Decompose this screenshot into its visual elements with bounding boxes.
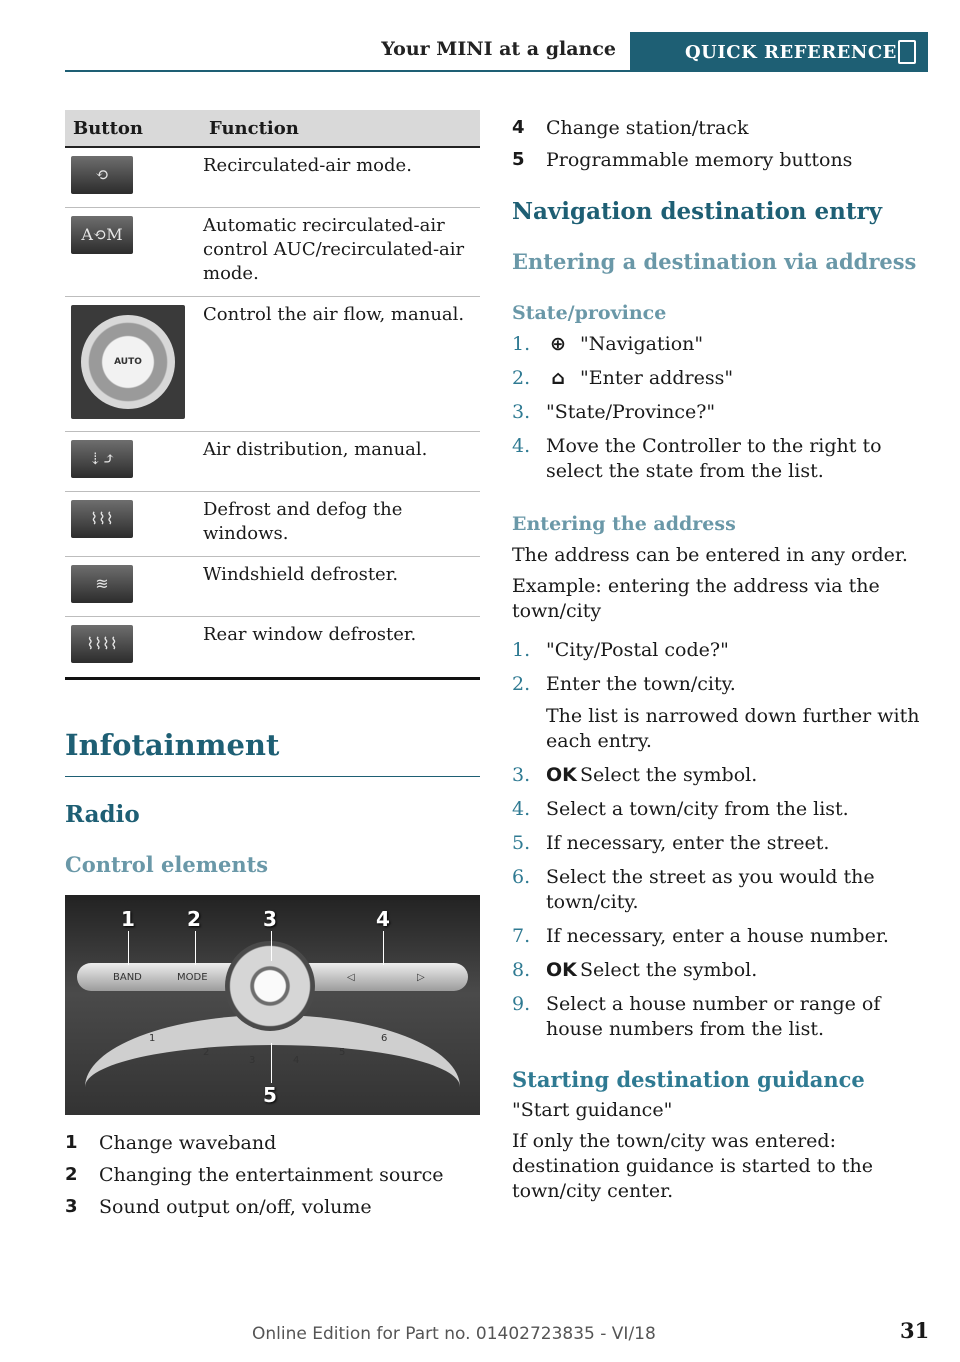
list-item: 4 Change station/track [512, 117, 749, 139]
radio-legend-continued [512, 112, 932, 176]
table-row [65, 207, 480, 296]
left-column [65, 110, 480, 1223]
function-text: Automatic recirculated-air control AUC/recirculated-air mode. [201, 207, 480, 296]
callout-number: 3 [263, 906, 277, 931]
list-item: 2. Enter the town/city. The list is narrowed down further with each entry. [512, 673, 920, 752]
address-intro: The address can be entered in any order. [512, 544, 908, 566]
radio-controls-photo [65, 895, 480, 1115]
page-header [65, 32, 928, 72]
quick-reference-label: QUICK REFERENCE [685, 41, 897, 63]
callout-number: 5 [263, 1082, 277, 1107]
list-item: 1. "City/Postal code?" [512, 639, 729, 661]
volume-knob [225, 941, 315, 1031]
function-text: Control the air flow, manual. [201, 296, 480, 431]
table-row [65, 491, 480, 556]
list-item: 1. ⊕ "Navigation" [512, 333, 704, 355]
dial-auto-label: AUTO [81, 315, 175, 409]
guidance-text: If only the town/city was entered: destination guidance is started to the town/city center. [512, 1130, 873, 1202]
ok-icon: OK [546, 959, 577, 981]
list-item: 1 Change waveband [65, 1131, 277, 1154]
callout-line [271, 931, 272, 961]
quick-reference-tab[interactable] [630, 32, 928, 72]
table-row [65, 147, 480, 207]
auc-recirculated-air-icon: A⟲M [71, 216, 133, 254]
function-text: Defrost and defog the windows. [201, 491, 480, 556]
table-row [65, 296, 480, 431]
callout-line [128, 931, 129, 965]
heading-entering-address: Entering the address [512, 513, 736, 535]
list-item: 2 Changing the entertainment source [65, 1163, 444, 1186]
right-column [512, 110, 932, 1204]
callout-number: 4 [376, 906, 390, 931]
preset-label: 4 [293, 1054, 300, 1066]
header-rule [65, 70, 928, 72]
list-item: 3 Sound output on/off, volume [65, 1195, 372, 1218]
callout-number: 1 [121, 906, 135, 931]
preset-label: 5 [339, 1046, 346, 1058]
table-row [65, 556, 480, 616]
preset-label: 1 [149, 1032, 156, 1044]
list-item: 4. Move the Controller to the right to select the state from the list. [512, 435, 882, 482]
heading-start-guidance: Starting destination guidance [512, 1067, 865, 1092]
col-header-function: Function [201, 110, 480, 147]
recirculated-air-icon: ⟲ [71, 156, 133, 194]
windshield-defroster-icon: ≋ [71, 565, 133, 603]
list-item: 3. OK Select the symbol. [512, 764, 758, 786]
list-item: 6. Select the street as you would the town/city. [512, 866, 875, 913]
guidance-command: "Start guidance" [512, 1099, 673, 1121]
preset-label: 6 [381, 1032, 388, 1044]
state-steps [512, 332, 932, 484]
list-item: 2. ⌂ "Enter address" [512, 367, 734, 389]
ok-icon: OK [546, 764, 577, 786]
table-row [65, 616, 480, 678]
callout-line [383, 931, 384, 965]
callout-number: 2 [187, 906, 201, 931]
next-arrow-icon: ▷ [417, 971, 425, 983]
air-flow-dial-icon [71, 305, 185, 419]
book-icon [898, 40, 916, 64]
page-number: 31 [900, 1318, 930, 1343]
defrost-defog-icon: ⌇⌇⌇ [71, 500, 133, 538]
callout-line [195, 931, 196, 965]
function-text: Recirculated-air mode. [201, 147, 480, 207]
heading-via-address: Entering a destination via address [512, 249, 917, 274]
heading-navigation-entry: Navigation destination entry [512, 198, 882, 225]
col-header-button: Button [65, 110, 201, 147]
heading-state-province: State/province [512, 302, 667, 324]
list-item: 3. "State/Province?" [512, 401, 716, 423]
address-example: Example: entering the address via the town/city [512, 575, 880, 622]
rear-window-defroster-icon: ⌇⌇⌇⌇ [71, 625, 133, 663]
list-item: 4. Select a town/city from the list. [512, 798, 849, 820]
callout-line [271, 1043, 272, 1083]
list-item: 9. Select a house number or range of house numbers from the list. [512, 993, 881, 1040]
function-text: Windshield defroster. [201, 556, 480, 616]
edition-text: Online Edition for Part no. 01402723835 - VI/18 [252, 1324, 656, 1344]
function-text: Rear window defroster. [201, 616, 480, 678]
table-row [65, 431, 480, 491]
header-section-title: Your MINI at a glance [381, 38, 616, 60]
list-item: 7. If necessary, enter a house number. [512, 925, 889, 947]
enter-address-icon: ⌂ [551, 367, 565, 389]
climate-buttons-table [65, 110, 480, 680]
preset-label: 2 [203, 1046, 210, 1058]
section-title-infotainment: Infotainment [65, 728, 480, 777]
mode-key-label: MODE [177, 971, 208, 983]
list-item: 8. OK Select the symbol. [512, 959, 758, 981]
radio-legend [65, 1127, 480, 1223]
address-steps [512, 638, 932, 1042]
list-item: 5 Programmable memory buttons [512, 149, 853, 171]
prev-arrow-icon: ◁ [347, 971, 355, 983]
navigation-icon: ⊕ [550, 333, 566, 355]
air-distribution-icon: ⇣⤴ [71, 440, 133, 478]
function-text: Air distribution, manual. [201, 431, 480, 491]
heading-control-elements: Control elements [65, 851, 269, 877]
list-item: 5. If necessary, enter the street. [512, 832, 830, 854]
preset-label: 3 [249, 1054, 256, 1066]
band-key-label: BAND [113, 971, 142, 983]
heading-radio: Radio [65, 800, 140, 828]
